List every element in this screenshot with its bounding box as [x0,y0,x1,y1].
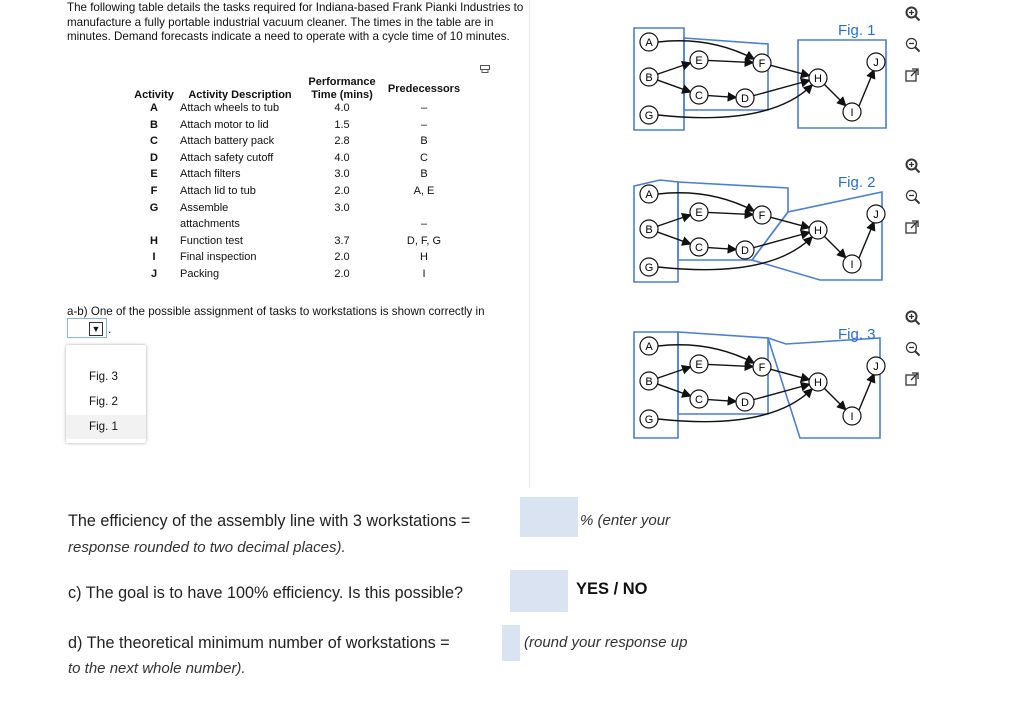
table-row [130,102,466,119]
cell-time: 2.0 [334,184,350,197]
panel-divider [529,0,530,488]
precedence-arrow [658,237,812,270]
task-node-label: G [644,262,654,274]
efficiency-answer-input[interactable] [520,497,578,537]
task-node-label: J [873,209,879,221]
precedence-diagram-fig3 [634,332,885,438]
cell-time: 2.0 [334,251,350,264]
task-node-label: I [850,411,854,423]
task-node-label: G [644,110,654,122]
cell-description: attachments [180,218,240,231]
task-node-label: H [814,225,822,237]
precedence-arrow [859,222,874,258]
dropdown-menu [66,345,146,443]
task-node-label: F [758,210,766,222]
cell-time: 3.7 [334,234,350,247]
table-row [130,152,466,169]
yes-no-label: YES / NO [576,580,648,598]
cell-time: 1.5 [334,118,350,131]
cell-description: Packing [180,267,220,280]
question-d-text: d) The theoretical minimum number of workstations = [68,634,450,652]
task-node-label: D [741,245,749,257]
task-node-label: C [695,90,703,102]
cell-time [302,218,382,235]
cell-predecessors: C [420,151,428,164]
zoom-in-icon[interactable] [905,310,921,326]
question-c-answer-input[interactable] [510,570,568,612]
precedence-arrow [658,63,691,74]
cell-activity: H [150,234,158,247]
question-d-answer-input[interactable] [502,625,520,661]
efficiency-hint-line2: response rounded to two decimal places). [68,539,346,556]
task-node-label: D [741,93,749,105]
precedence-arrow [658,85,812,118]
cell-activity: G [149,201,159,214]
pencil-icon[interactable] [480,64,490,76]
header-time [302,76,382,102]
select-period: . [108,322,112,336]
cell-predecessors: – [420,102,428,114]
table-row [130,202,466,219]
table-row [130,168,466,185]
zoom-out-icon[interactable] [905,189,921,205]
precedence-arrow [658,215,691,226]
zoom-in-icon[interactable] [905,158,921,174]
cell-activity: A [150,102,158,114]
table-row [130,185,466,202]
efficiency-text: The efficiency of the assembly line with 3 workstations = [68,512,471,530]
task-node-label: H [814,377,822,389]
open-new-window-icon[interactable] [905,68,921,84]
question-d-hint-line2: to the next whole number). [68,660,246,677]
task-node-label: E [695,359,703,371]
cell-time: 3.0 [334,168,350,181]
zoom-in-icon[interactable] [905,6,921,22]
precedence-arrow [859,374,874,410]
cell-time: 3.0 [334,201,350,214]
cell-predecessors: B [420,168,428,181]
cell-predecessors [382,202,466,219]
cell-description: Final inspection [180,251,257,264]
dropdown-option-highlighted[interactable]: Fig. 1 [66,415,146,439]
cell-predecessors: H [420,251,428,264]
precedence-arrow [708,364,753,366]
task-node-label: F [758,362,766,374]
cell-description: Attach wheels to tub [180,102,280,114]
efficiency-hint: % (enter your [580,512,671,529]
cell-predecessors: B [420,135,428,148]
precedence-arrow [708,60,753,62]
dropdown-arrow-icon[interactable]: ▼ [89,322,103,336]
figure-select[interactable] [67,318,107,338]
precedence-arrow [754,80,810,95]
task-node-label: E [695,207,703,219]
precedence-arrow [824,236,845,257]
precedence-arrow [657,384,690,396]
cell-activity: I [152,251,156,264]
cell-predecessors: A, E [413,184,435,197]
cell-activity: J [150,267,158,280]
table-row [130,218,466,235]
precedence-arrow [754,232,810,247]
precedence-arrow [824,84,845,105]
precedence-arrow [658,367,691,378]
task-node-label: E [695,55,703,67]
cell-activity: E [150,168,158,181]
fig2-label: Fig. 2 [838,174,876,191]
question-ab: a-b) One of the possible assignment of tasks to workstations is shown correctly in [67,305,485,318]
precedence-arrow [657,232,690,244]
intro-text: The following table details the tasks required for Indiana-based Frank Pianki Industries to manufacture a fully portable industrial vacuum cleaner. The times in the table are in minutes. Demand forecasts indicate a need to operate with a cycle time of 10 minutes. [67,1,524,43]
task-node-label: J [873,57,879,69]
cell-description: Function test [180,234,243,247]
cell-predecessors: – [420,118,428,131]
task-node-label: B [645,224,653,236]
zoom-out-icon[interactable] [905,37,921,53]
task-node-label: I [850,259,854,271]
precedence-arrow [708,96,736,98]
precedence-arrow [657,80,690,92]
task-node-label: C [695,394,703,406]
header-time-line1: Performance [308,76,376,88]
cell-description: Attach battery pack [180,135,275,148]
fig3-label: Fig. 3 [838,326,876,343]
question-c-text: c) The goal is to have 100% efficiency. Is this possible? [68,584,464,602]
task-node-label: A [645,189,653,201]
open-new-window-icon[interactable] [905,220,921,236]
cell-activity: C [150,135,158,148]
cell-predecessors: – [420,218,428,231]
cell-predecessors: D, F, G [406,234,442,247]
task-node-label: I [850,107,854,119]
task-node-label: H [814,73,822,85]
precedence-arrow [708,248,736,250]
task-node-label: B [645,72,653,84]
task-node-label: A [645,341,653,353]
task-node-label: J [873,361,879,373]
open-new-window-icon[interactable] [905,372,921,388]
cell-description: Attach lid to tub [180,184,256,197]
header-time-line2: Time (mins) [311,89,373,101]
precedence-diagram-fig1 [634,28,886,130]
task-node-label: B [645,376,653,388]
figures-panel [620,10,900,440]
table-row [130,268,466,285]
task-table [130,76,466,285]
cell-description: Attach filters [180,168,241,181]
cell-description: Attach safety cutoff [180,151,274,164]
table-row [130,251,466,268]
cell-time: 2.0 [334,267,350,280]
precedence-arrow [658,389,812,422]
dropdown-option[interactable]: Fig. 3 [89,370,118,383]
fig1-label: Fig. 1 [838,22,876,39]
cell-time: 4.0 [334,102,350,114]
precedence-arrow [708,212,753,214]
table-row [130,135,466,152]
precedence-arrow [824,388,845,409]
task-node-label: A [645,37,653,49]
cell-predecessors: I [422,267,426,280]
cell-time: 4.0 [334,151,350,164]
zoom-out-icon[interactable] [905,341,921,357]
cell-activity: F [150,184,158,197]
cell-activity [130,218,178,235]
cell-description: Assemble [180,201,229,214]
precedence-diagram-fig2 [634,180,885,282]
header-predecessors: Predecessors [387,83,461,95]
cell-description: Attach motor to lid [180,118,269,131]
task-node-label: G [644,414,654,426]
precedence-arrow [771,65,810,75]
dropdown-option[interactable]: Fig. 2 [89,395,118,408]
precedence-arrow [771,369,810,379]
cell-activity: B [150,118,158,131]
task-node-label: F [758,58,766,70]
precedence-arrow [859,70,874,106]
table-row [130,235,466,252]
cell-time: 2.8 [334,135,350,148]
question-d-hint: (round your response up [524,634,688,651]
precedence-arrow [754,384,810,399]
cell-activity: D [150,151,158,164]
header-activity: Activity [134,89,174,101]
task-node-label: D [741,397,749,409]
task-node-label: C [695,242,703,254]
table-row [130,119,466,136]
header-description: Activity Description [188,89,292,101]
precedence-arrow [708,400,736,402]
